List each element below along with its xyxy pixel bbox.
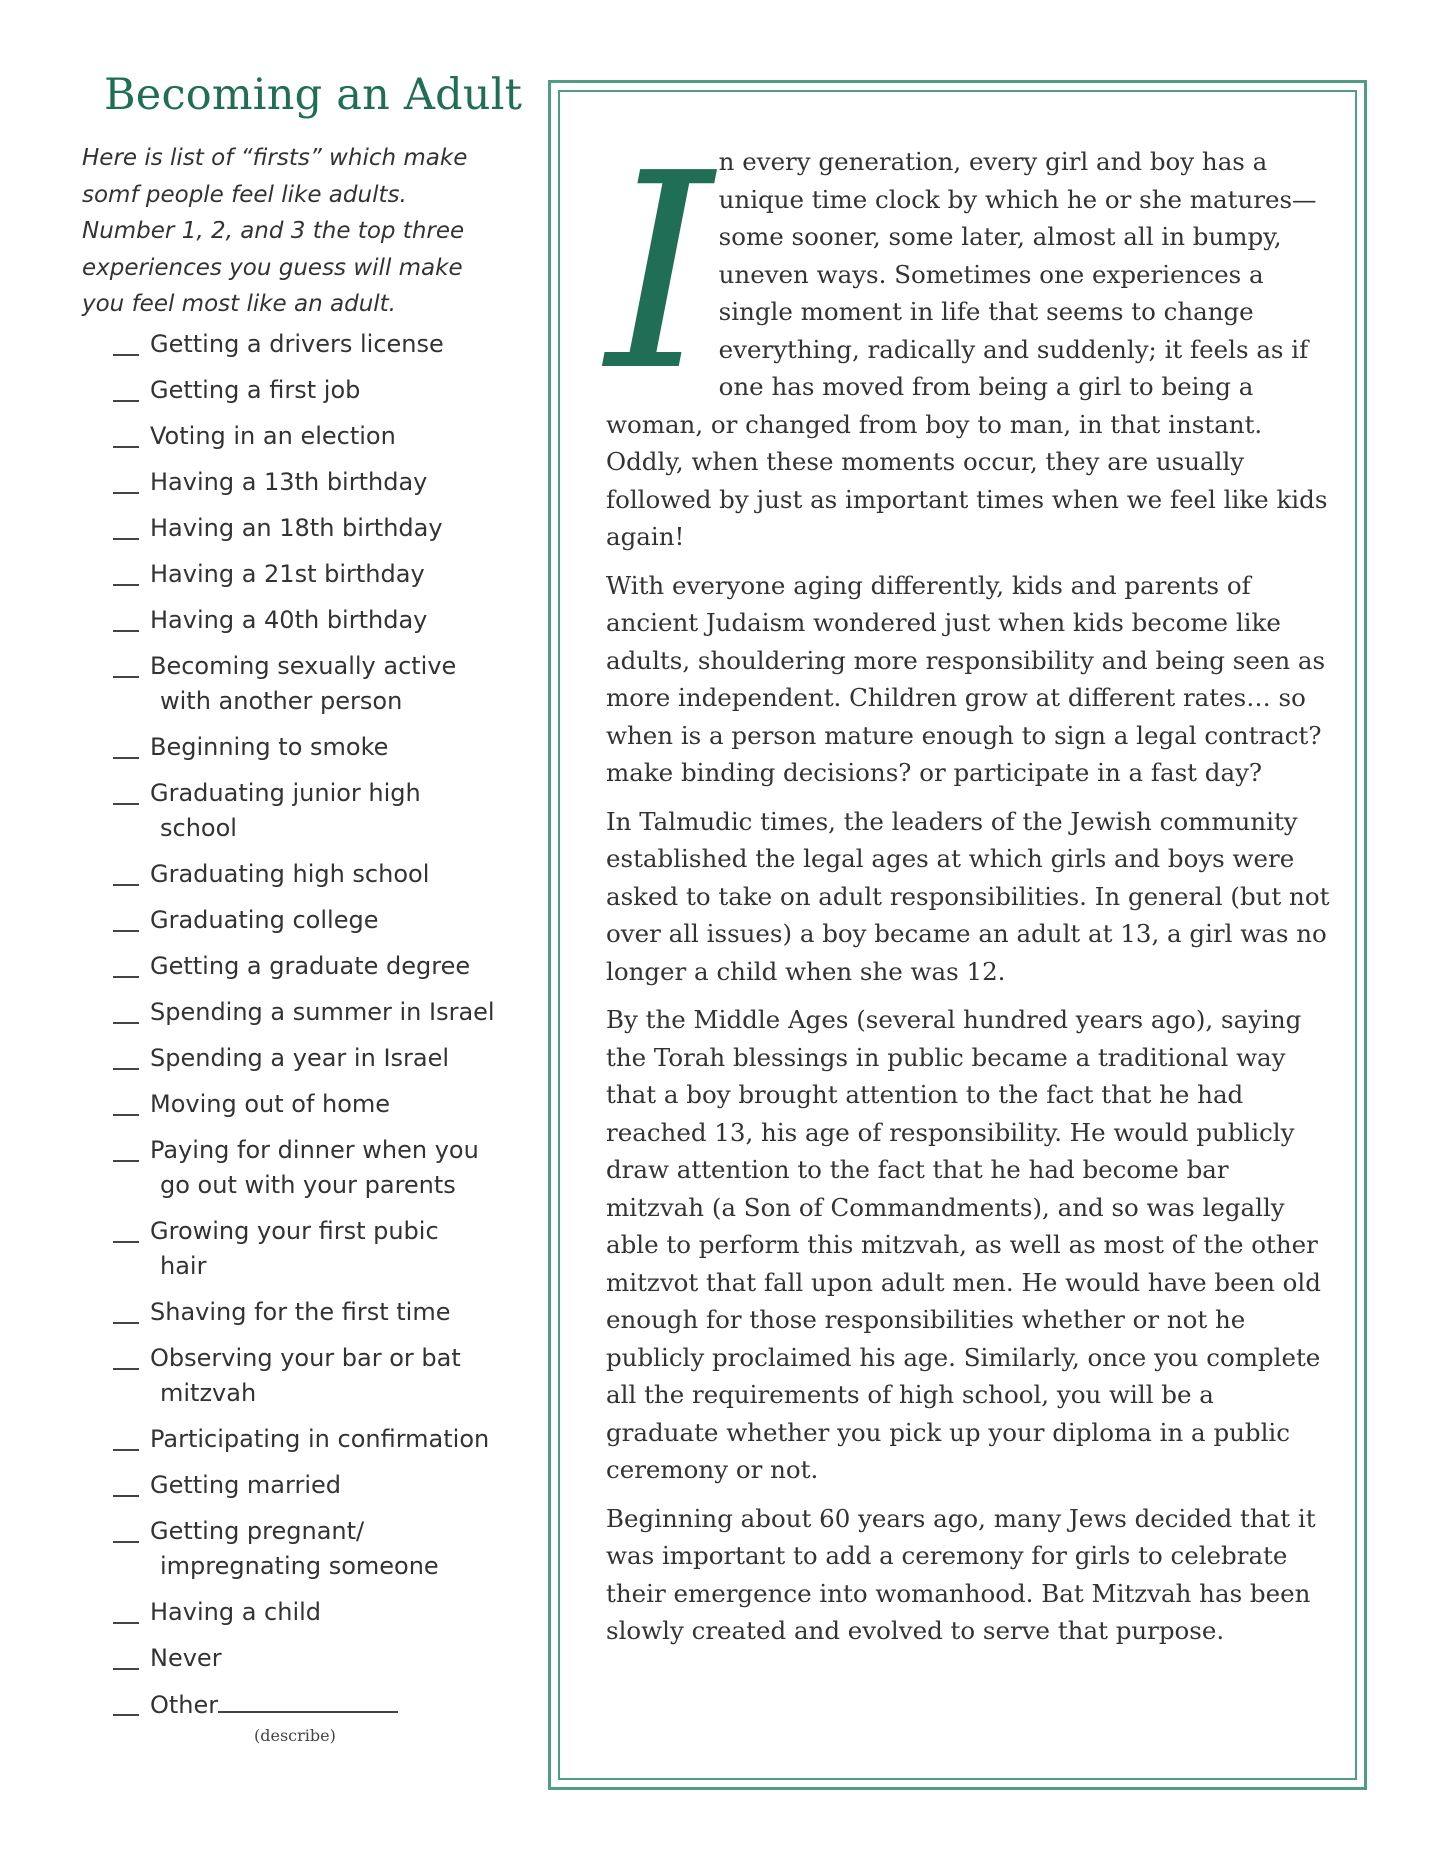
checklist-item [112, 1087, 502, 1122]
checklist-item-label: Getting pregnant/ [150, 1516, 365, 1545]
checklist-item-continuation: with another person [160, 686, 403, 715]
checklist-item-label: Shaving for the first time [150, 1297, 451, 1326]
checklist-item [112, 1595, 502, 1630]
checklist-item [112, 776, 502, 846]
checklist-item [112, 1341, 502, 1411]
checklist-item-label: Never [150, 1643, 222, 1672]
checklist-item [112, 903, 502, 938]
article-paragraph-1: n every generation, every girl and boy has a unique time clock by which he or she matures—some sooner, some later, almost all in bumpy, uneven ways. Sometimes one experiences a single moment in life that seems to change everything, radically and suddenly; it feels as if one has moved from being a girl to being a woman, or changed from boy to man, in that instant. Oddly, when these moments occur, they are usually followed by just as important times when we feel like kids again! [606, 147, 1328, 551]
checklist-item-label: Moving out of home [150, 1089, 391, 1118]
checklist-item-label: Getting a first job [150, 375, 361, 404]
checklist-column [82, 70, 523, 1745]
checklist-item [112, 1295, 502, 1330]
checklist-item-continuation: go out with your parents [160, 1170, 456, 1199]
checklist-item [112, 1133, 502, 1203]
article-paragraph-2: With everyone aging differently, kids and parents of ancient Judaism wondered just when kids become like adults, shouldering more responsibility and being seen as more independent. Children grow at different rates… so when is a person mature enough to sign a legal contract? make binding decisions? or participate in a fast day? [606, 570, 1326, 787]
checklist-item-continuation: hair [160, 1251, 207, 1280]
article-frame [548, 80, 1367, 1790]
checklist-item-label: Beginning to smoke [150, 732, 389, 761]
checklist-item-continuation: mitzvah [160, 1378, 257, 1407]
checklist-item-label: Observing your bar or bat [150, 1343, 461, 1372]
other-describe-line[interactable] [218, 1687, 398, 1713]
checklist-item-label: Having a 40th birthday [150, 605, 428, 634]
checklist-item [112, 649, 502, 719]
checklist-item-label: Growing your first pubic [150, 1216, 439, 1245]
checklist-item [112, 730, 502, 765]
checklist-item-label: Having a 13th birthday [150, 467, 428, 496]
checklist-item-label: Graduating junior high [150, 778, 421, 807]
page-title: Becoming an Adult [104, 70, 523, 120]
checklist-item [112, 1041, 502, 1076]
checklist-item [112, 995, 502, 1030]
checklist-item-label: Getting a drivers license [150, 329, 444, 358]
checklist-item-label: Voting in an election [150, 421, 396, 450]
checklist-item-label: Getting married [150, 1470, 341, 1499]
checklist-item [112, 1514, 502, 1584]
describe-note: (describe) [254, 1725, 336, 1745]
checklist-item-label: Other [150, 1690, 219, 1719]
checklist-item-continuation: school [160, 813, 237, 842]
checklist-item [112, 465, 502, 500]
article-body [606, 115, 1332, 1661]
checklist-item-label: Having a 21st birthday [150, 559, 425, 588]
checklist-item-label: Spending a year in Israel [150, 1043, 450, 1072]
checklist-item [112, 327, 502, 362]
checklist-item [112, 1422, 502, 1457]
checklist-item [112, 949, 502, 984]
checklist-item [112, 373, 502, 408]
checklist-item [112, 511, 502, 546]
checklist-item-label: Paying for dinner when you [150, 1135, 479, 1164]
checklist-item [112, 1214, 502, 1284]
checklist-item [112, 857, 502, 892]
instructions-text: Here is list of “firsts” which make somf people feel like adults. Number 1, 2, and 3 the top three experiences you guess will make you feel most like an adult. [82, 145, 468, 317]
drop-cap: I [606, 115, 713, 430]
checklist-item-label: Spending a summer in Israel [150, 997, 495, 1026]
article-paragraph-3: In Talmudic times, the leaders of the Jewish community established the legal ages at which girls and boys were asked to take on adult responsibilities. In general (but not over all issues) a boy became an adult at 13, a girl was no longer a child when she was 12. [606, 806, 1330, 986]
checklist-item-continuation: impregnating someone [160, 1551, 439, 1580]
checklist-item-label: Becoming sexually active [150, 651, 457, 680]
firsts-checklist [82, 327, 502, 1723]
checklist-item-other [112, 1687, 502, 1723]
checklist-item-label: Getting a graduate degree [150, 951, 471, 980]
checklist-item [112, 557, 502, 592]
article-paragraph-5: Beginning about 60 years ago, many Jews decided that it was important to add a ceremony for girls to celebrate their emergence into womanhood. Bat Mitzvah has been slowly created and evolved to serve that purpose. [606, 1503, 1316, 1645]
checklist-item-label: Having an 18th birthday [150, 513, 443, 542]
checklist-item [112, 419, 502, 454]
checklist-item-label: Graduating college [150, 905, 379, 934]
checklist-item-label: Having a child [150, 1597, 322, 1626]
checklist-item-label: Graduating high school [150, 859, 430, 888]
checklist-item [112, 603, 502, 638]
checklist-item [112, 1468, 502, 1503]
article-paragraph-4: By the Middle Ages (several hundred years ago), saying the Torah blessings in public became a traditional way that a boy brought attention to the fact that he had reached 13, his age of responsibility. He would publicly draw attention to the fact that he had become bar mitzvah (a Son of Commandments), and so was legally able to perform this mitzvah, as well as most of the other mitzvot that fall upon adult men. He would have been old enough for those responsibilities whether or not he publicly proclaimed his age. Similarly, once you complete all the requirements of high school, you will be a graduate whether you pick up your diploma in a public ceremony or not. [606, 1005, 1321, 1484]
checklist-item [112, 1641, 502, 1676]
checklist-item-label: Participating in confirmation [150, 1424, 490, 1453]
